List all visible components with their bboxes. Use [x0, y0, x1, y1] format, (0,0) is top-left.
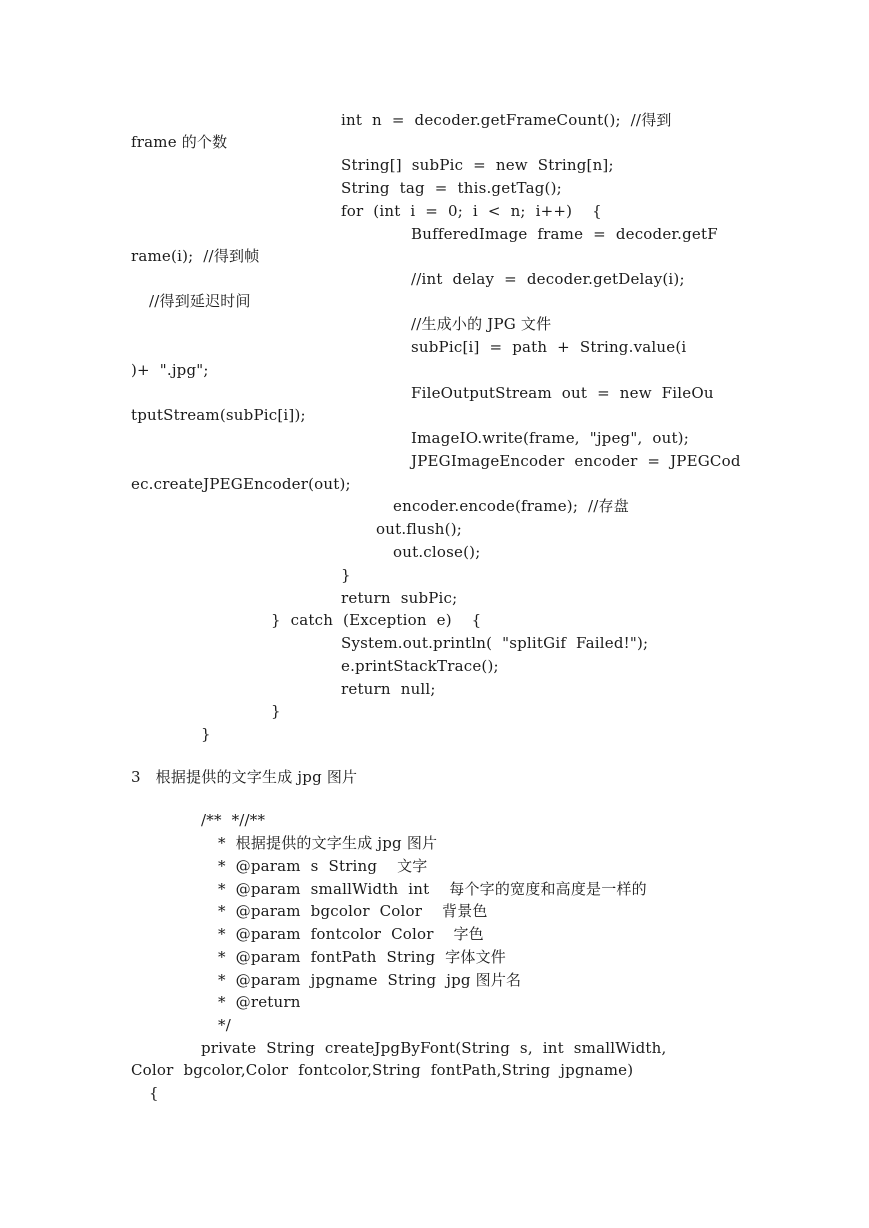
code-line-9: //得到延迟时间 [149, 292, 251, 310]
code-line-24: System.out.println( "splitGif Failed!"); [341, 634, 649, 652]
code-line-40: private String createJpgByFont(String s, int smallWidth, [201, 1039, 667, 1057]
code-line-27: } [271, 702, 281, 720]
code-line-26: return null; [341, 680, 436, 698]
code-line-38: * @return [218, 993, 301, 1011]
code-line-1: int n = decoder.getFrameCount(); //得到 [341, 111, 672, 129]
code-line-42: { [149, 1084, 159, 1102]
code-line-17: ec.createJPEGEncoder(out); [131, 475, 351, 493]
code-line-3: String[] subPic = new String[n]; [341, 156, 614, 174]
code-line-8: //int delay = decoder.getDelay(i); [411, 270, 685, 288]
code-line-37: * @param jpgname String jpg 图片名 [218, 971, 522, 989]
code-line-12: )+ ".jpg"; [131, 361, 209, 379]
code-line-28: } [201, 725, 211, 743]
code-line-13: FileOutputStream out = new FileOu [411, 384, 714, 402]
code-line-18: encoder.encode(frame); //存盘 [393, 497, 629, 515]
code-line-14: tputStream(subPic[i]); [131, 406, 306, 424]
code-line-19: out.flush(); [376, 520, 463, 538]
code-line-15: ImageIO.write(frame, "jpeg", out); [411, 429, 689, 447]
code-line-21: } [341, 566, 351, 584]
code-line-36: * @param fontPath String 字体文件 [218, 948, 506, 966]
code-line-22: return subPic; [341, 589, 458, 607]
code-line-7: rame(i); //得到帧 [131, 247, 260, 265]
code-line-5: for (int i = 0; i < n; i++) { [341, 202, 602, 220]
code-line-31: * 根据提供的文字生成 jpg 图片 [218, 834, 438, 852]
code-line-10: //生成小的 JPG 文件 [411, 315, 552, 333]
code-line-16: JPEGImageEncoder encoder = JPEGCod [411, 452, 741, 470]
code-line-41: Color bgcolor,Color fontcolor,String fontPath,String jpgname) [131, 1061, 634, 1079]
code-line-34: * @param bgcolor Color 背景色 [218, 902, 488, 920]
code-line-23: } catch (Exception e) { [271, 611, 482, 629]
code-line-35: * @param fontcolor Color 字色 [218, 925, 484, 943]
code-line-30: /** *//** [201, 811, 266, 829]
code-line-11: subPic[i] = path + String.value(i [411, 338, 687, 356]
code-line-25: e.printStackTrace(); [341, 657, 499, 675]
code-line-4: String tag = this.getTag(); [341, 179, 562, 197]
code-line-20: out.close(); [393, 543, 481, 561]
code-line-2: frame 的个数 [131, 133, 228, 151]
code-line-6: BufferedImage frame = decoder.getF [411, 225, 718, 243]
section-heading: 3 根据提供的文字生成 jpg 图片 [131, 768, 358, 786]
code-line-32: * @param s String 文字 [218, 857, 428, 875]
code-line-39: */ [218, 1016, 231, 1034]
code-line-33: * @param smallWidth int 每个字的宽度和高度是一样的 [218, 880, 647, 898]
